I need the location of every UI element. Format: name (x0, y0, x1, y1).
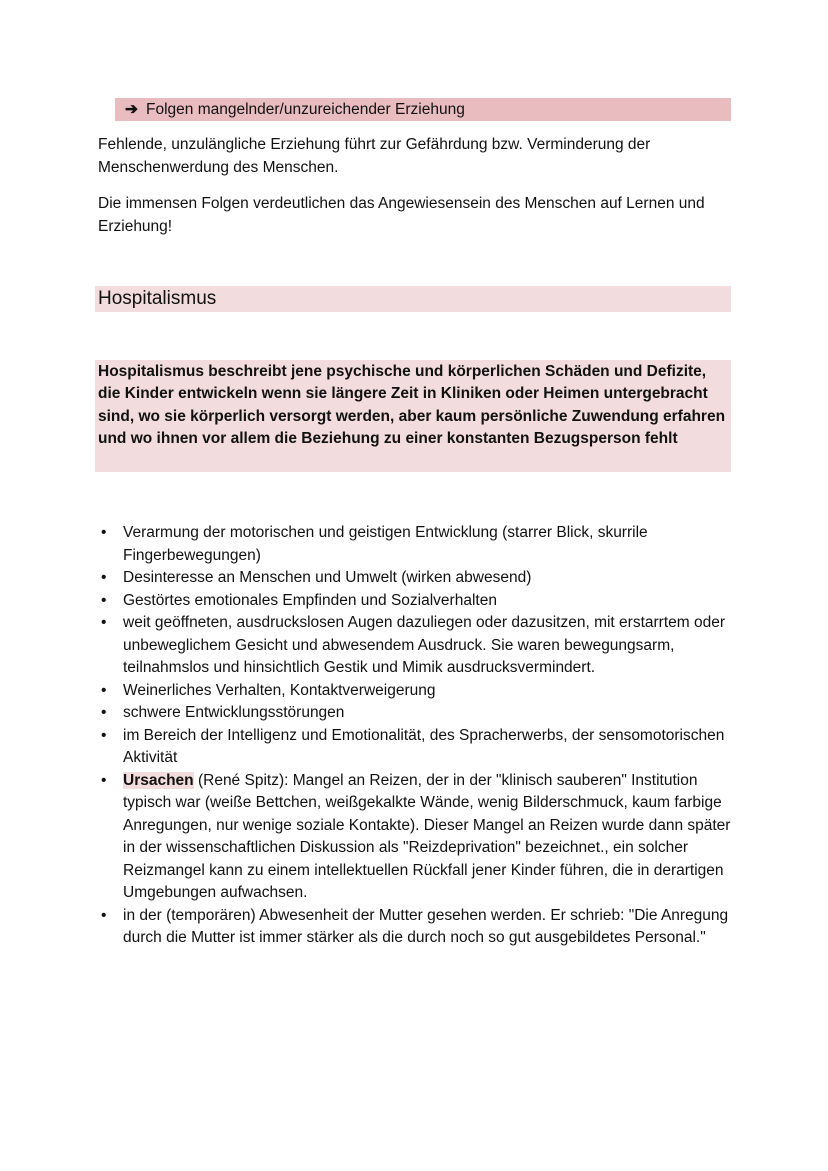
list-item (98, 702, 738, 725)
ursachen-text: (René Spitz): Mangel an Reizen, der in der "klinisch sauberen" Institution typisch war (weiße Bettchen, weißgekalkte Wände, wenig Bilderschmuck, kaum farbige Anregungen, nur wenige soziale Kontakte). Dieser Mangel an Reizen wurde dann später in der wissenschaftlichen Diskussion als "Reizdeprivation" bezeichnet., ein solcher Reizmangel kann zu einem intellektuellen Rückfall jener Kinder führen, die in derartigen Umgebungen aufwachsen. (123, 771, 731, 901)
bullet-icon: • (101, 614, 107, 631)
list-item-text: im Bereich der Intelligenz und Emotionalität, des Spracherwerbs, der sensomotorischen Aktivität (123, 726, 725, 766)
paragraph: Fehlende, unzulängliche Erziehung führt zur Gefährdung bzw. Verminderung der Menschenwerdung des Menschen. (98, 136, 651, 176)
list-item (98, 567, 738, 590)
section-heading (115, 98, 731, 121)
section-heading-text: Folgen mangelnder/unzureichender Erziehung (146, 101, 465, 118)
bullet-icon: • (101, 704, 107, 721)
symptom-list (98, 522, 738, 950)
list-item-text: Desinteresse an Menschen und Umwelt (wirken abwesend) (123, 569, 532, 586)
list-item-ursachen (98, 770, 738, 905)
bullet-icon: • (101, 726, 107, 744)
paragraph: Die immensen Folgen verdeutlichen das Angewiesensein des Menschen auf Lernen und Erziehung! (98, 195, 705, 235)
list-item (98, 612, 738, 680)
bullet-icon: • (101, 681, 107, 699)
bullet-icon: • (101, 591, 107, 609)
list-item-text: Weinerliches Verhalten, Kontaktverweigerung (123, 681, 436, 699)
arrow-icon: ➔ (125, 101, 138, 118)
bullet-icon: • (101, 906, 107, 924)
list-item (98, 725, 738, 770)
list-item-text: Gestörtes emotionales Empfinden und Sozialverhalten (123, 591, 497, 609)
list-item-text: in der (temporären) Abwesenheit der Mutter gesehen werden. Er schrieb: "Die Anregung durch die Mutter ist immer stärker als die durch noch so gut ausgebildetes Personal." (123, 906, 729, 946)
list-item (98, 905, 738, 950)
bullet-icon: • (101, 569, 107, 586)
list-item-text: schwere Entwicklungsstörungen (123, 704, 345, 721)
list-item-text: weit geöffneten, ausdruckslosen Augen dazuliegen oder dazusitzen, mit erstarrtem oder unbeweglichem Gesicht und abwesendem Ausdruck. Sie waren bewegungsarm, teilnahmslos und hinsichtlich Gestik und Mimik ausdrucksvermindert. (123, 614, 725, 676)
ursachen-label: Ursachen (123, 771, 194, 789)
list-item (98, 680, 738, 703)
bullet-icon: • (101, 524, 107, 541)
definition-box: Hospitalismus beschreibt jene psychische und körperlichen Schäden und Defizite, die Kinder entwickeln wenn sie längere Zeit in Kliniken oder Heimen untergebracht sind, wo sie körperlich versorgt werden, aber kaum persönliche Zuwendung erfahren und wo ihnen vor allem die Beziehung zu einer konstanten Bezugsperson fehlt (95, 360, 731, 472)
list-item-text: Verarmung der motorischen und geistigen Entwicklung (starrer Blick, skurrile Fingerbewegungen) (123, 524, 648, 564)
bullet-icon: • (101, 771, 107, 789)
hospitalismus-heading: Hospitalismus (95, 286, 731, 312)
list-item (98, 590, 738, 613)
list-item (98, 522, 738, 567)
